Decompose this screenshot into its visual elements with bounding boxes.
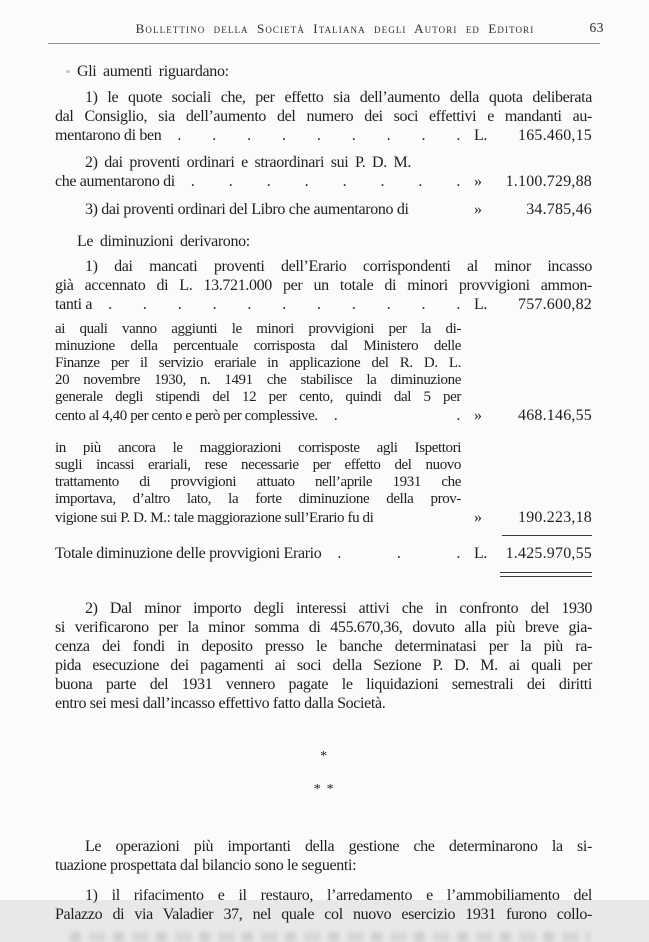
leader-dots: . . . . . . . . . . .	[108, 296, 460, 313]
total-label: Totale diminuzione delle provvigioni Erario	[55, 545, 322, 562]
leader-dots: . . . . . . . .	[190, 173, 460, 190]
amount-value: 757.600,82	[518, 296, 592, 313]
paragraph-line: ai quali vanno aggiunti le minori provvigioni per la di-	[55, 321, 461, 337]
paragraph-line: dal Consiglio, sia dell’aumento del numero dei soci effettivi e mandanti au-	[55, 108, 592, 125]
amount-row-label: mentarono di ben	[55, 127, 162, 144]
journal-title: Bollettino della Società Italiana degli Autori ed Editori	[135, 21, 535, 36]
amount-value: 190.223,18	[518, 509, 592, 526]
operations-item-1	[55, 886, 592, 924]
paragraph-line: già accennato di L. 13.721.000 per un totale di minori provvigioni ammon-	[55, 277, 592, 294]
leader-dots: . . . . . . . . .	[177, 127, 460, 144]
amount-row	[55, 508, 592, 528]
paragraph-line: 2) dai proventi ordinari e straordinari sui P. D. M.	[85, 154, 412, 171]
amount-value: 165.460,15	[518, 127, 592, 144]
paragraph-line: minuzione della percentuale corrisposta dal Ministero delle	[55, 338, 461, 354]
paragraph-line: 2) Dal minor importo degli interessi attivi che in confronto del 1930	[85, 600, 592, 617]
paragraph-line: pida esecuzione dei pagamenti ai soci della Sezione P. D. M. ai quali per	[55, 657, 592, 674]
totals-rule-double	[500, 572, 592, 577]
amount-row	[55, 200, 592, 219]
paragraph-line: 1) il rifacimento e il restauro, l’arredamento e l’ammobiliamento del	[85, 887, 592, 904]
amount-row	[55, 172, 592, 191]
increases-item-1	[55, 88, 592, 145]
leader-dots: . .	[333, 407, 460, 424]
increases-item-2	[55, 153, 592, 191]
paragraph-line: buona parte del 1931 vennero pagate le liquidazioni semestrali dei diritti	[55, 676, 592, 693]
currency-symbol: »	[474, 407, 482, 424]
paragraph-line: sugli incassi erariali, rese necessarie per effetto del nuovo	[55, 457, 461, 473]
amount-row-label: tanti a	[55, 296, 93, 313]
increases-item-3	[55, 200, 592, 219]
paragraph-line: trattamento di provvigioni attuato nell’aprile 1931 che	[55, 474, 461, 490]
page-number: 63	[589, 20, 604, 35]
decreases-addendum-1	[55, 321, 592, 426]
currency-symbol: L.	[474, 545, 488, 562]
asterism-bottom: * *	[313, 782, 334, 797]
asterism-divider	[55, 729, 592, 817]
amount-value: 468.146,55	[518, 407, 592, 424]
paragraph-line: si verificarono per la minor somma di 455.670,36, dovuto alla più breve gia-	[55, 619, 592, 636]
amount-row	[55, 406, 592, 426]
paragraph-line: 1) le quote sociali che, per effetto sia dell’aumento della quota deliberata	[85, 89, 592, 106]
paragraph-line: Finanze per il servizio erariale in applicazione del R. D. L.	[55, 355, 461, 371]
decreases-addendum-2	[55, 440, 592, 528]
paragraph-line: tuazione prospettata dal bilancio sono le seguenti:	[55, 857, 357, 874]
amount-value: 1.100.729,88	[505, 173, 592, 190]
total-row	[55, 544, 592, 563]
operations-paragraph	[55, 837, 592, 875]
currency-symbol: L.	[474, 296, 488, 313]
amount-row-label: 3) dai proventi ordinari del Libro che aumentarono di	[85, 201, 409, 218]
amount-row-label: vigione sui P. D. M.: tale maggiorazione sull’Erario fu di	[55, 510, 374, 526]
paragraph-line: entro sei mesi dall’incasso effettivo fatto dalla Società.	[55, 695, 386, 712]
amount-row	[55, 295, 592, 314]
amount-value: 34.785,46	[526, 201, 592, 218]
decreases-item-1	[55, 257, 592, 314]
asterism-top: *	[320, 749, 327, 764]
paragraph-line: generale degli stipendi del 12 per cento, quindi dal 5 per	[55, 389, 461, 405]
increases-heading: Gli aumenti riguardano:	[77, 63, 229, 80]
currency-symbol: »	[474, 509, 482, 526]
paragraph-line: importava, d’altro lato, la forte diminuzione della prov-	[55, 491, 461, 507]
amount-row	[55, 126, 592, 145]
currency-symbol: »	[474, 173, 482, 190]
currency-symbol: »	[474, 201, 482, 218]
ghost-text-artifact	[70, 932, 590, 942]
decreases-heading: Le diminuzioni derivarono:	[77, 233, 250, 250]
paragraph-2	[55, 599, 592, 713]
amount-row-label: che aumentarono di	[55, 173, 175, 190]
paragraph-line: Palazzo di via Valadier 37, nel quale col nuovo esercizio 1931 furono collo-	[55, 906, 592, 923]
amount-value: 1.425.970,55	[505, 545, 592, 562]
scan-artifact-dot	[66, 70, 70, 73]
paragraph-line: cenza dei fondi in deposito presso le banche determinatasi per la più ra-	[55, 638, 592, 655]
paragraph-line: 1) dai mancati proventi dell’Erario corrispondenti al minor incasso	[85, 258, 592, 275]
leader-dots: . . .	[337, 545, 460, 562]
totals-rule-single	[502, 535, 592, 536]
paragraph-line: Le operazioni più importanti della gestione che determinarono la si-	[85, 838, 592, 855]
currency-symbol: L.	[474, 127, 488, 144]
amount-row-label: cento al 4,40 per cento e però per complessive.	[55, 408, 318, 424]
paragraph-line: 20 novembre 1930, n. 1491 che stabilisce la diminuzione	[55, 372, 461, 388]
page-header	[48, 0, 604, 44]
paragraph-line: in più ancora le maggiorazioni corrisposte agli Ispettori	[55, 440, 461, 456]
